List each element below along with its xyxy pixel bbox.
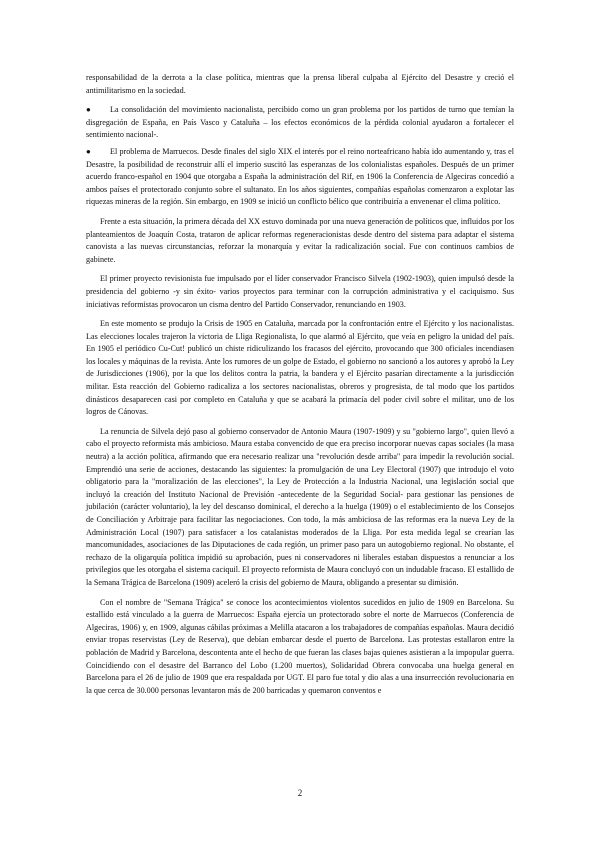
paragraph-maura: La renuncia de Silvela dejó paso al gobierno conservador de Antonio Maura (1907-1909) y su "gobierno largo", quien llevó a cabo el proyecto reformista más ambicioso. Maura estaba convencido de que era preciso incorporar nuevas capas sociales (la masa neutra) a la acción política, afirmando que era necesario realizar una "revolución desde arriba" para impedir la revolución social. Emprendió una serie de acciones, destacando las siguientes: la promulgación de una Ley Electoral (1907) que introdujo el voto obligatorio para la "moralización de las elecciones", la Ley de Protección a la Industria Nacional, una legislación social que incluyó la creación del Instituto Nacional de Previsión -antecedente de la Seguridad Social- para gestionar las pensiones de jubilación (carácter voluntario), la ley del descanso dominical, el derecho a la huelga (1909) o el establecimiento de los Consejos de Conciliación y Arbitraje para facilitar las negociaciones. Con todo, la más ambiciosa de las reformas era la nueva Ley de la Administración Local (1907) para satisfacer a los catalanistas moderados de la Lliga. Por esta medida legal se crearían las mancomunidades, asociaciones de las Diputaciones de cada región, un primer paso para un autogobierno regional. No obstante, el rechazo de la oligarquía política impidió su aprobación, pues ni conservadores ni liberales estaban dispuestos a renunciar a los privilegios que les otorgaba el sistema caciquil. El proyecto reformista de Maura concluyó con un indudable fracaso. El estallido de la Semana Trágica de Barcelona (1909) aceleró la crisis del gobierno de Maura, obligando a presentar su dimisión. — [86, 426, 514, 587]
paragraph-regeneracionismo: Frente a esta situación, la primera década del XX estuvo dominada por una nueva generación de políticos que, influidos por los planteamientos de Joaquín Costa, trataron de aplicar reformas regeneracionistas desde dentro del sistema para adaptar el sistema canovista a las nuevas circunstancias, reforzar la monarquía y evitar la radicalización social. Fue con continuos cambios de gabinete. — [86, 216, 514, 264]
paragraph-silvela: El primer proyecto revisionista fue impulsado por el líder conservador Francisco Silvela (1902-1903), quien impulsó desde la presidencia del gobierno -y sin éxito- varios proyectos para terminar con la corrupción administrativa y el caciquismo. Sus iniciativas reformistas provocaron un cisma dentro del Partido Conservador, renunciando en 1903. — [86, 274, 514, 309]
bullet-icon: ● — [86, 146, 91, 156]
bullet-nacionalismo — [86, 104, 514, 142]
bullet-text: El problema de Marruecos. Desde finales del siglo XIX el interés por el reino norteafricano había ido aumentando y, tras el Desastre, la posibilidad de reconstruir allí el imperio suscitó las esperanzas de los colonialistas españoles. Después de un primer acuerdo franco-español en 1904 que otorgaba a España la administración del Rif, en 1906 la Conferencia de Algeciras concedió a ambos países el protectorado conjunto sobre el sultanato. En los años siguientes, compañías españolas comenzaron a explotar las riquezas mineras de la región. Sin embargo, en 1909 se inició un conflicto bélico que contribuiría a envenenar el clima político. — [86, 146, 514, 207]
bullet-marruecos — [86, 146, 514, 209]
document-page — [86, 72, 514, 704]
bullet-text: La consolidación del movimiento nacionalista, percibido como un gran problema por los partidos de turno que temían la disgregación de España, en País Vasco y Cataluña – los efectos económicos de la pérdida colonial ayudaron a fortalecer el sentimiento nacional-. — [86, 105, 514, 140]
paragraph-semana-tragica: Con el nombre de "Semana Trágica" se conoce los acontecimientos violentos sucedidos en julio de 1909 en Barcelona. Su estallido está vinculado a la guerra de Marruecos: España ejercía un protectorado sobre el norte de Marruecos (Conferencia de Algeciras, 1906) y, en 1909, algunas cábilas próximas a Melilla atacaron a los trabajadores de compañías españolas. Maura decidió enviar tropas reservistas (Ley de Reserva), que debían embarcar desde el puerto de Barcelona. Las protestas estallaron entre la población de Madrid y Barcelona, descontenta ante el hecho de que fueran las clases bajas quienes asistieran a la impopular guerra. Coincidiendo con el desastre del Barranco del Lobo (1.200 muertos), Solidaridad Obrera convocaba una huelga general en Barcelona para el 26 de julio de 1909 que era respaldada por UGT. El paro fue total y dio alas a una insurrección revolucionaria en la que cerca de 30.000 personas levantaron más de 200 barricadas y quemaron conventos e — [86, 597, 514, 695]
bullet-icon: ● — [86, 105, 91, 115]
paragraph-antimilitarismo: responsabilidad de la derrota a la clase política, mientras que la prensa liberal culpaba al Ejército del Desastre y creció el antimilitarismo en la sociedad. — [86, 73, 514, 95]
page-number: 2 — [297, 788, 303, 798]
paragraph-crisis-1905: En este momento se produjo la Crisis de 1905 en Cataluña, marcada por la confrontación entre el Ejército y los nacionalistas. Las elecciones locales trajeron la victoria de Lliga Regionalista, lo que alarmó al Ejército, que veía en peligro la unidad del país. En 1905 el periódico Cu-Cut! publicó un chiste ridiculizando los fracasos del ejército, provocando que 300 oficiales incendiasen los locales y máquinas de la revista. Ante los rumores de un golpe de Estado, el gobierno no sancionó a los autores y aprobó la Ley de Jurisdicciones (1906), por la que los delitos contra la patria, la bandera y el Ejército pasarían directamente a la jurisdicción militar. Esta reacción del Gobierno radicaliza a los sectores nacionalistas, obreros y progresista, de tal modo que los partidos dinásticos desaparecen casi por completo en Cataluña y que se acabará la primacía del poder civil sobre el militar, uno de los logros de Cánovas. — [86, 319, 514, 417]
